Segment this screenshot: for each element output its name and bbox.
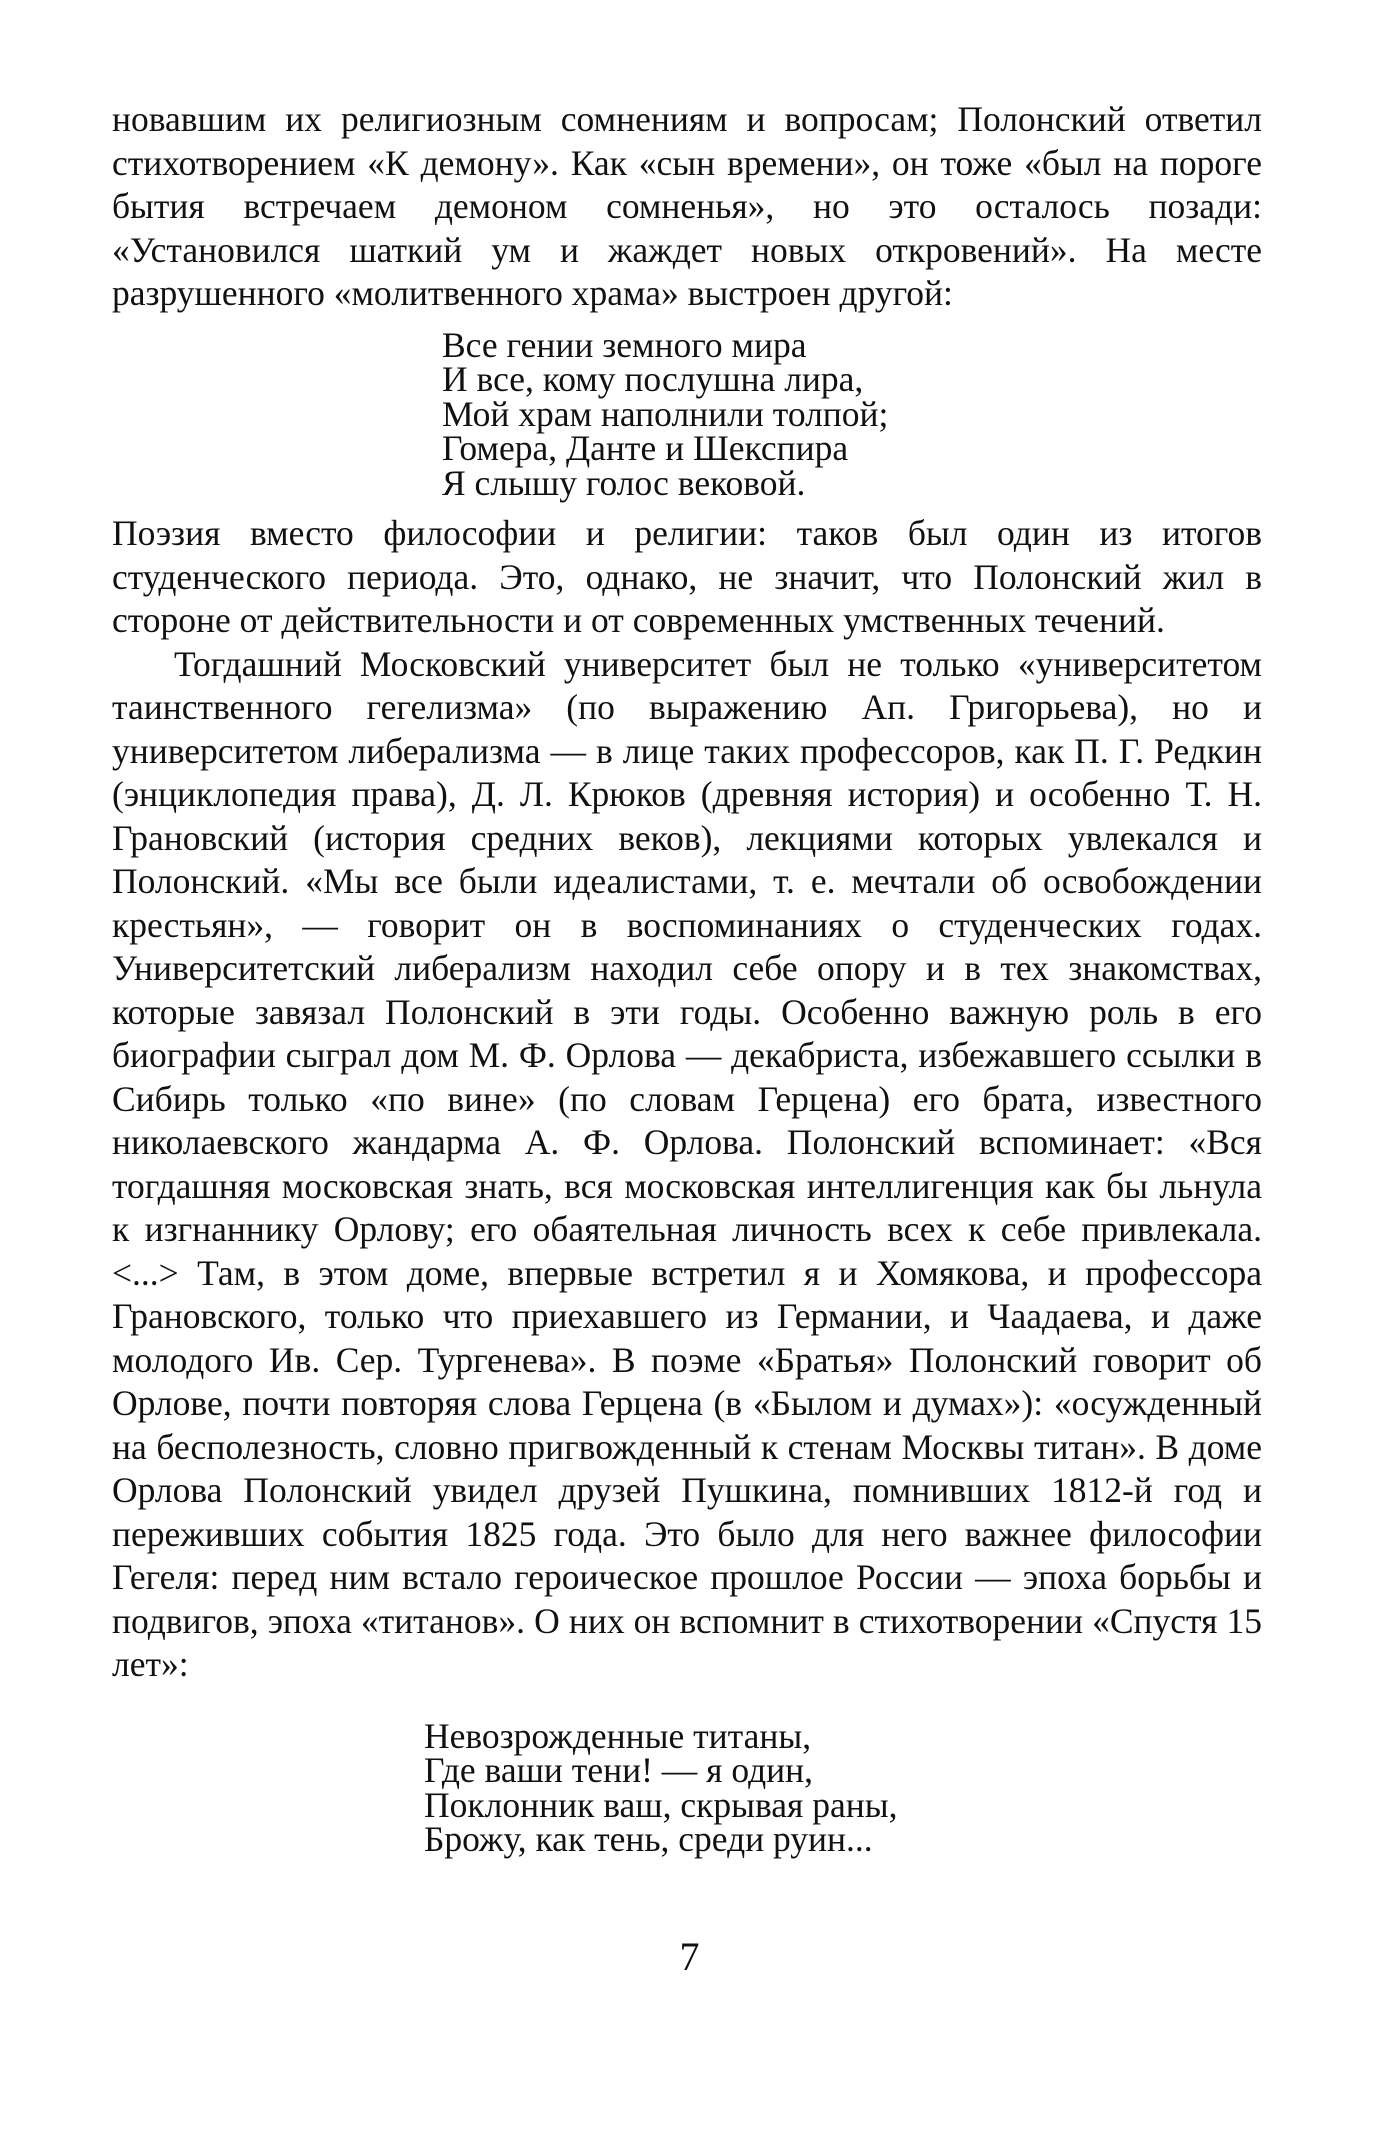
poem-stanza-2 [424,1715,1262,1859]
poem-line: Все гении земного мира [442,324,807,365]
paragraph: Поэзия вместо философии и религии: таков был один из итогов студенческого периода. Это, однако, не значит, что Полонский жил в стороне от действительности и от современных умственных течений. [112,513,1262,640]
poem-line: И все, кому послушна лира, [442,359,864,399]
poem-line: Поклонник ваш, скрывая раны, [424,1784,898,1825]
poem-line: Я слышу голос вековой. [442,462,806,503]
poem-line: Где ваши тени! — я один, [424,1750,814,1790]
poem-stanza-1 [442,324,1262,503]
poem-line: Невозрожденные титаны, [424,1715,812,1756]
paragraph-continuation: новавшим их религиозным сомнениям и вопросам; Полонский ответил стихотворением «К демону». Как «сын времени», он тоже «был на пороге бытия встречаем демоном сомненья», но это осталось позади: «Установился шаткий ум и жаждет новых откровений». На месте разрушенного «молитвенного храма» выстроен другой: [112,99,1262,313]
page-body [112,98,1262,1857]
page-number: 7 [679,1934,700,1979]
poem-line: Брожу, как тень, среди руин... [424,1819,873,1859]
paragraph: Тогдашний Московский университет был не только «университетом таинственного гегелизма» (по выражению Ап. Григорьева), но и университетом либерализма — в лице таких профессоров, как П. Г. Редкин (энциклопедия права), Д. Л. Крюков (древняя история) и особенно Т. Н. Грановский (история средних веков), лекциями которых увлекался и Полонский. «Мы все были идеалистами, т. е. мечтали об освобождении крестьян», — говорит он в воспоминаниях о студенческих годах. Университетский либерализм находил себе опору и в тех знакомствах, которые завязал Полонский в эти годы. Особенно важную роль в его биографии сыграл дом М. Ф. Орлова — декабриста, избежавшего ссылки в Сибирь только «по вине» (по словам Герцена) его брата, известного николаевского жандарма А. Ф. Орлова. Полонский вспоминает: «Вся тогдашняя московская знать, вся московская интеллигенция как бы льнула к изгнаннику Орлову; его обаятельная личность всех к себе привлекала. <...> Там, в этом доме, впервые встретил я и Хомякова, и профессора Грановского, только что приехавшего из Германии, и Чаадаева, и даже молодого Ив. Сер. Тургенева». В поэме «Братья» Полонский говорит об Орлове, почти повторяя слова Герцена (в «Былом и думах»): «осужденный на бесполезность, словно пригвожденный к стенам Москвы титан». В доме Орлова Полонский увидел друзей Пушкина, помнивших 1812-й год и переживших события 1825 года. Это было для него важнее философии Гегеля: перед ним встало героическое прошлое России — эпоха борьбы и подвигов, эпоха «титанов». О них он вспомнит в стихотворении «Спустя 15 лет»: [112,643,1262,1684]
poem-line: Гомера, Данте и Шекспира [442,428,849,468]
poem-line: Мой храм наполнили толпой; [442,393,889,434]
